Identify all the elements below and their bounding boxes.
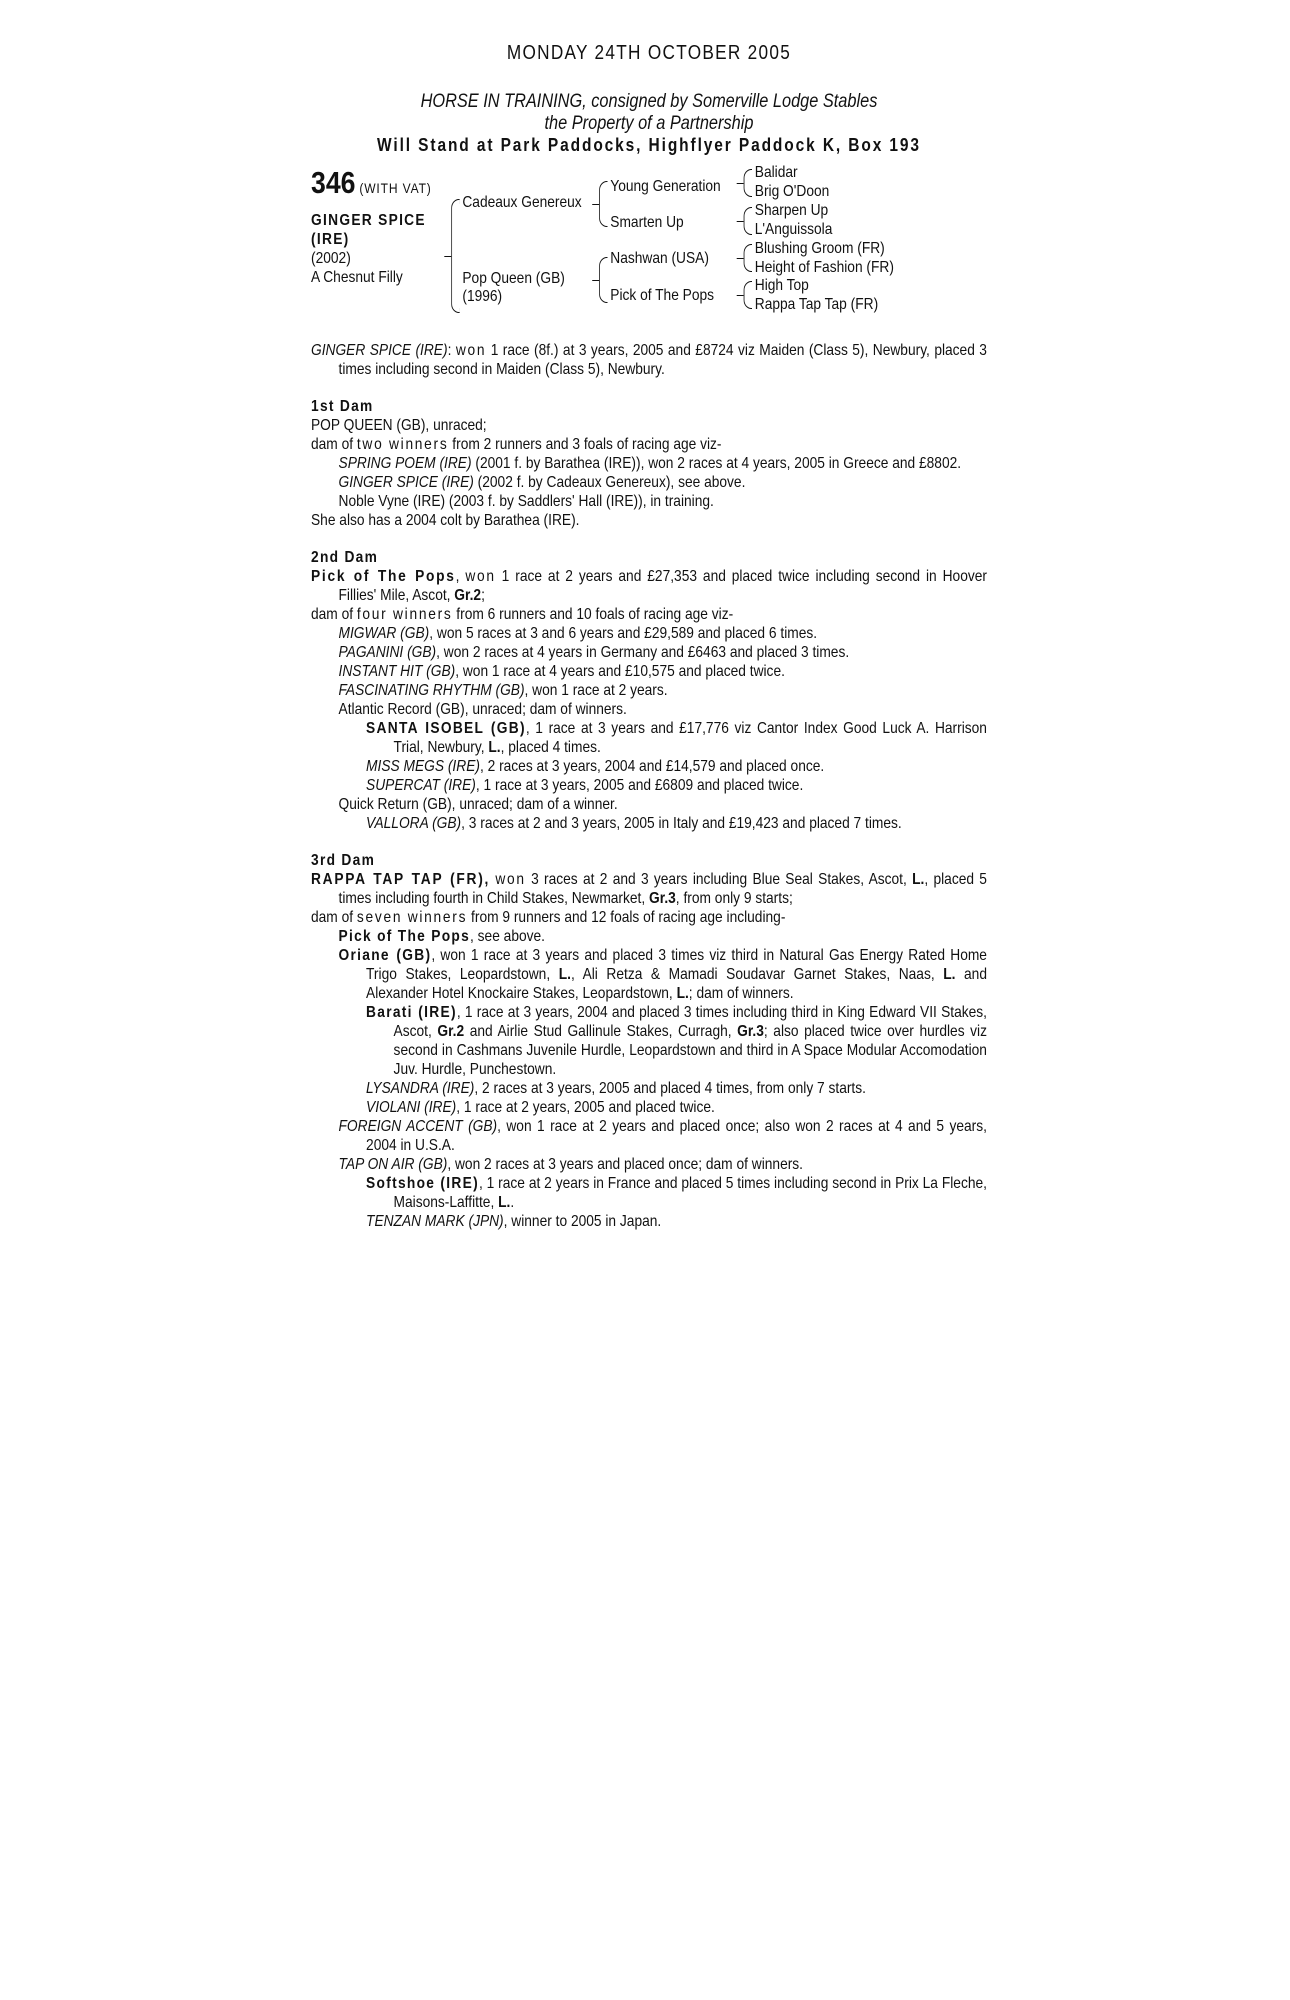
list-item: MIGWAR (GB), won 5 races at 3 and 6 years and £29,589 and placed 6 times. [338,625,818,642]
list-item: PAGANINI (GB), won 2 races at 4 years in Germany and £6463 and placed 3 times. [338,644,850,661]
list-item: Oriane (GB), won 1 race at 3 years and placed 3 times viz third in Natural Gas Energy Rated Home Trigo Stakes, Leopardstown, L., Ali Retza & Mamadi Soudavar Garnet Stakes, Naas, L. and Alexander Hotel Knockaire Stakes, Leopardstown, L.; dam of winners. [338,947,987,1002]
pedigree-table [311,164,987,329]
list-item: MISS MEGS (IRE), 2 races at 3 years, 2004 and £14,579 and placed once. [366,758,825,775]
third-dam-produce-summary: dam of seven winners from 9 runners and 12 foals of racing age including- [311,909,786,926]
lot-heading [311,165,432,200]
list-item: LYSANDRA (IRE), 2 races at 3 years, 2005 and placed 4 times, from only 7 starts. [366,1080,866,1097]
ancestor-1: Balidar [754,164,798,181]
third-dam-heading: 3rd Dam [311,852,376,869]
race-record-summary: GINGER SPICE (IRE): won 1 race (8f.) at 3 years, 2005 and £8724 viz Maiden (Class 5), Newbury, placed 3 times including second in Maiden (Class 5), Newbury. [311,342,987,378]
gen3-brace-4 [744,281,753,309]
list-item: FOREIGN ACCENT (GB), won 1 race at 2 years and placed once; also won 2 races at 4 and 5 years, 2004 in U.S.A. [338,1118,987,1154]
sire-dam: Smarten Up [610,214,684,231]
ancestor-4: L'Anguissola [754,221,833,238]
gen3-brace-1 [744,169,753,197]
list-item: TAP ON AIR (GB), won 2 races at 3 years and placed once; dam of winners. [338,1156,804,1173]
first-dam-heading: 1st Dam [311,398,374,415]
lot-number: 346 [311,165,356,200]
property-line: the Property of a Partnership [544,113,754,134]
horse-year: (2002) [311,250,351,267]
ancestor-6: Height of Fashion (FR) [754,259,894,276]
first-dam-footer: She also has a 2004 colt by Barathea (IRE). [311,512,580,529]
gen3-brace-2 [744,207,753,235]
horse-description: A Chesnut Filly [311,269,403,286]
first-dam-section: 1st Dam POP QUEEN (GB), unraced; dam of two winners from 2 runners and 3 foals of racing age viz- SPRING POEM (IRE) (2001 f. by Barathea (IRE)), won 2 races at 4 years, 2005 in Greece and £8802. GINGER SPICE (IRE) (2002 f. by Cadeaux Genereux), see above. Noble Vyne (IRE) (2003 f. by Saddlers' Hall (IRE)), in training. She also has a 2004 colt by Barathea (IRE). [311,397,987,530]
sire-line-brace [599,181,608,227]
ancestor-3: Sharpen Up [754,202,829,219]
dam: Pop Queen (GB) [462,270,565,287]
dam-year: (1996) [462,288,503,305]
third-dam-record: RAPPA TAP TAP (FR), won 3 races at 2 and 3 years including Blue Seal Stakes, Ascot, L., placed 5 times including fourth in Child Stakes, Newmarket, Gr.3, from only 9 starts; [311,871,987,907]
sire-dam-brace [451,199,460,313]
list-item: SANTA ISOBEL (GB), 1 race at 3 years and £17,776 viz Cantor Index Good Luck A. Harrison Trial, Newbury, L., placed 4 times. [366,720,987,756]
first-dam-produce-summary: dam of two winners from 2 runners and 3 foals of racing age viz- [311,436,722,453]
list-item: Noble Vyne (IRE) (2003 f. by Saddlers' Hall (IRE)), in training. [338,493,714,510]
list-item: Pick of The Pops, see above. [338,928,546,945]
lot-vat: (WITH VAT) [359,180,432,196]
ancestor-8: Rappa Tap Tap (FR) [754,296,879,313]
ancestor-2: Brig O'Doon [754,183,830,200]
dam-sire: Nashwan (USA) [610,250,709,267]
sire: Cadeaux Genereux [462,194,582,211]
second-dam-record: Pick of The Pops, won 1 race at 2 years and £27,353 and placed twice including second in Hoover Fillies' Mile, Ascot, Gr.2; [311,568,987,604]
horse-name: GINGER SPICE [311,212,426,229]
stand-location: Will Stand at Park Paddocks, Highflyer Paddock K, Box 193 [377,135,921,155]
horse-origin: (IRE) [311,231,350,248]
list-item: INSTANT HIT (GB), won 1 race at 4 years and £10,575 and placed twice. [338,663,785,680]
list-item: TENZAN MARK (JPN), winner to 2005 in Japan. [366,1213,662,1230]
list-item: Barati (IRE), 1 race at 3 years, 2004 and placed 3 times including third in King Edward VII Stakes, Ascot, Gr.2 and Airlie Stud Gallinule Stakes, Curragh, Gr.3; also placed twice over hurdles viz second in Cashmans Juvenile Hurdle, Leopardstown and third in A Space Modular Accomodation Juv. Hurdle, Punchestown. [366,1004,987,1078]
sire-sire: Young Generation [610,178,721,195]
second-dam-produce-summary: dam of four winners from 6 runners and 10 foals of racing age viz- [311,606,734,623]
list-item: SPRING POEM (IRE) (2001 f. by Barathea (IRE)), won 2 races at 4 years, 2005 in Greece and £8802. [338,455,962,472]
sale-date: MONDAY 24TH OCTOBER 2005 [506,42,792,64]
second-dam-section [311,548,987,833]
ancestor-7: High Top [754,277,809,294]
second-dam-heading: 2nd Dam [311,549,379,566]
list-item: FASCINATING RHYTHM (GB), won 1 race at 2 years. [338,682,668,699]
list-item: Quick Return (GB), unraced; dam of a winner. [338,796,618,813]
list-item: GINGER SPICE (IRE) (2002 f. by Cadeaux Genereux), see above. [338,474,746,491]
list-item: Softshoe (IRE), 1 race at 2 years in France and placed 5 times including second in Prix La Fleche, Maisons-Laffitte, L.. [366,1175,987,1211]
catalogue-page [311,44,987,1231]
list-item: VALLORA (GB), 3 races at 2 and 3 years, 2005 in Italy and £19,423 and placed 7 times. [366,815,902,832]
list-item: VIOLANI (IRE), 1 race at 2 years, 2005 and placed twice. [366,1099,715,1116]
list-item: Atlantic Record (GB), unraced; dam of winners. [338,701,627,718]
consignment-line: HORSE IN TRAINING, consigned by Somerville Lodge Stables [420,91,878,112]
dam-dam: Pick of The Pops [610,287,715,304]
dam-line-brace [599,257,608,303]
third-dam-section [311,851,987,1231]
gen3-brace-3 [744,244,753,272]
list-item: SUPERCAT (IRE), 1 race at 3 years, 2005 and £6809 and placed twice. [366,777,804,794]
ancestor-5: Blushing Groom (FR) [754,240,885,257]
